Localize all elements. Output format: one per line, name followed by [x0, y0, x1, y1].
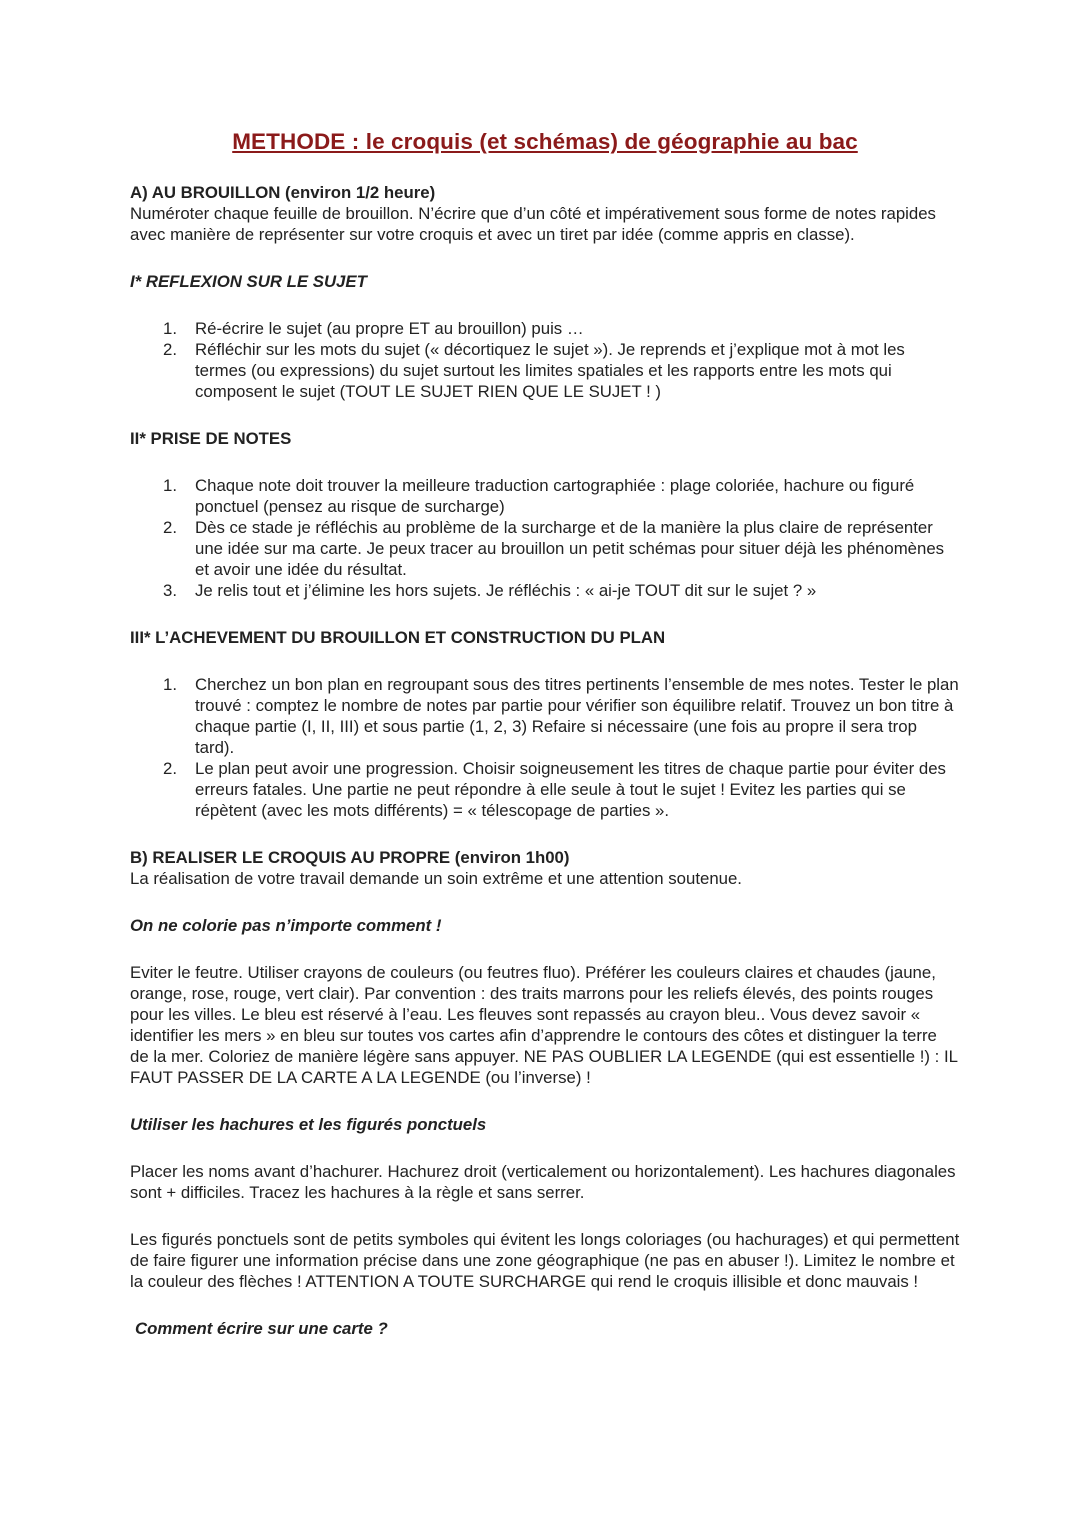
list-item: 1. Chaque note doit trouver la meilleure traduction cartographiée : plage coloriée, hachure ou figuré ponctuel (pensez au risque de surcharge)	[163, 476, 915, 516]
colorie-text: Eviter le feutre. Utiliser crayons de couleurs (ou feutres fluo). Préférer les couleurs claires et chaudes (jaune, orange, rose, rouge, vert clair). Par convention : des traits marrons pour les reliefs élevés, des points rouges pour les villes. Le bleu est réservé à l’eau. Les fleuves sont repassés au crayon bleu.. Vous devez savoir « identifier les mers » en bleu sur toutes vos cartes afin d’apprendre le contours des côtes et distinguer la terre de la mer. Coloriez de manière légère sans appuyer. NE PAS OUBLIER LA LEGENDE (qui est essentielle !) : IL FAUT PASSER DE LA CARTE A LA LEGENDE (ou l’inverse) !	[130, 963, 958, 1087]
list-item: 2. Dès ce stade je réfléchis au problème de la surcharge et de la manière la plus claire de représenter une idée sur ma carte. Je peux tracer au brouillon un petit schémas pour situer déjà les phénomènes et avoir une idée du résultat.	[163, 518, 945, 579]
part2-list	[130, 475, 960, 601]
list-item: 1. Cherchez un bon plan en regroupant sous des titres pertinents l’ensemble de mes notes. Tester le plan trouvé : comptez le nombre de notes par partie pour vérifier son équilibre relatif. Trouvez un bon titre à chaque partie (I, II, III) et sous partie (1, 2, 3) Refaire si nécessaire (une fois au propre il sera trop tard).	[163, 675, 959, 757]
part3-list	[130, 674, 960, 821]
document-page	[130, 128, 960, 1339]
section-a-intro: Numéroter chaque feuille de brouillon. N’écrire que d’un côté et impérativement sous forme de notes rapides avec manière de représenter sur votre croquis et avec un tiret par idée (comme appris en classe).	[130, 204, 936, 244]
section-b-heading: B) REALISER LE CROQUIS AU PROPRE (environ 1h00)	[130, 848, 570, 867]
section-a-heading: A) AU BROUILLON (environ 1/2 heure)	[130, 183, 436, 202]
hachures-text-1: Placer les noms avant d’hachurer. Hachurez droit (verticalement ou horizontalement). Les hachures diagonales sont + difficiles. Tracez les hachures à la règle et sans serrer.	[130, 1162, 956, 1202]
list-item: 3. Je relis tout et j’élimine les hors sujets. Je réfléchis : « ai-je TOUT dit sur le sujet ? »	[163, 581, 817, 600]
section-b-intro: La réalisation de votre travail demande un soin extrême et une attention soutenue.	[130, 869, 742, 888]
hachures-text-2: Les figurés ponctuels sont de petits symboles qui évitent les longs coloriages (ou hachurages) et qui permettent de faire figurer une information précise dans une zone géographique (ne pas en abuser !). Limitez le nombre et la couleur des flèches ! ATTENTION A TOUTE SURCHARGE qui rend le croquis illisible et donc mauvais !	[130, 1230, 960, 1291]
part3-heading: III* L’ACHEVEMENT DU BROUILLON ET CONSTRUCTION DU PLAN	[130, 628, 666, 647]
colorie-heading: On ne colorie pas n’importe comment !	[130, 916, 442, 935]
part2-heading: II* PRISE DE NOTES	[130, 429, 292, 448]
ecrire-heading: Comment écrire sur une carte ?	[135, 1319, 388, 1338]
list-item: 1. Ré-écrire le sujet (au propre ET au brouillon) puis …	[163, 319, 584, 338]
list-item: 2. Réfléchir sur les mots du sujet (« décortiquez le sujet »). Je reprends et j’explique mot à mot les termes (ou expressions) du sujet surtout les limites spatiales et les rapports entre les mots qui composent le sujet (TOUT LE SUJET RIEN QUE LE SUJET ! )	[163, 340, 905, 401]
hachures-heading: Utiliser les hachures et les figurés ponctuels	[130, 1115, 487, 1134]
part1-heading: I* REFLEXION SUR LE SUJET	[130, 272, 367, 291]
page-title: METHODE : le croquis (et schémas) de géographie au bac	[232, 129, 858, 154]
part1-list	[130, 318, 960, 402]
list-item: 2. Le plan peut avoir une progression. Choisir soigneusement les titres de chaque partie pour éviter des erreurs fatales. Une partie ne peut répondre à elle seule à tout le sujet ! Evitez les parties qui se répètent (avec les mots différents) = « télescopage de parties ».	[163, 759, 946, 820]
